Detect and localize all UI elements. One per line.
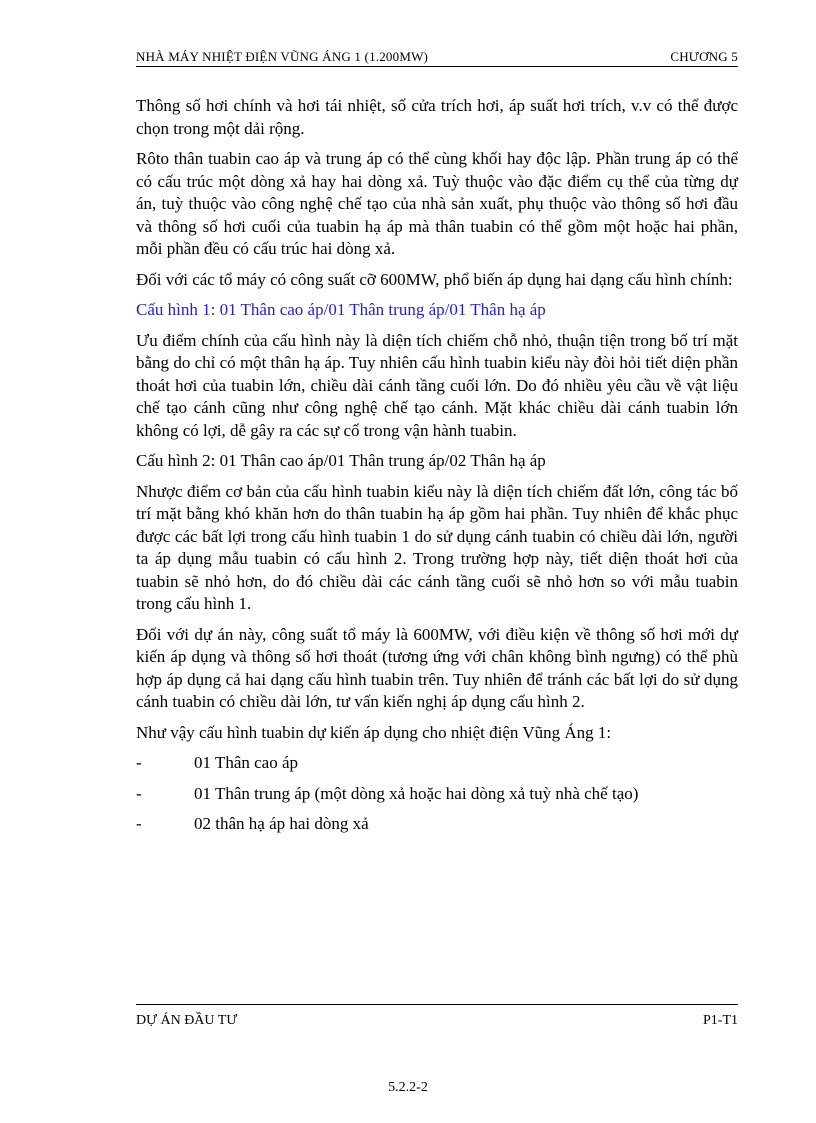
bullet-text: 02 thân hạ áp hai dòng xả xyxy=(194,814,369,833)
bullet-dash: - xyxy=(136,753,142,772)
paragraph-rotor-structure: Rôto thân tuabin cao áp và trung áp có thể cùng khối hay độc lập. Phần trung áp có thể có cấu trúc một dòng xả hay hai dòng xả. Tuỳ thuộc vào đặc điểm cụ thể của từng dự án, tuỳ thuộc vào công nghệ chế tạo của nhà sản xuất, phụ thuộc vào thông số hơi đầu và thông số hơi cuối của tuabin hạ áp mà thân tuabin có thể gồm một hoặc hai phần, mỗi phần đều có cấu trúc hai dòng xả. xyxy=(136,149,738,258)
bullet-text: 01 Thân trung áp (một dòng xả hoặc hai dòng xả tuỳ nhà chế tạo) xyxy=(194,783,639,803)
heading-config-1: Cấu hình 1: 01 Thân cao áp/01 Thân trung áp/01 Thân hạ áp xyxy=(136,300,546,319)
page-number: 5.2.2-2 xyxy=(388,1080,428,1095)
paragraph-conclusion: Như vậy cấu hình tuabin dự kiến áp dụng cho nhiệt điện Vũng Áng 1: xyxy=(136,722,612,742)
list-item xyxy=(136,813,738,836)
document-body xyxy=(136,95,738,844)
footer-document-code: P1-T1 xyxy=(703,1013,738,1028)
header-chapter: CHƯƠNG 5 xyxy=(670,49,738,64)
bullet-text: 01 Thân cao áp xyxy=(194,753,299,772)
list-item xyxy=(136,783,738,806)
page-header xyxy=(136,46,738,67)
paragraph-config-1-details: Ưu điểm chính của cấu hình này là diện tích chiếm chỗ nhỏ, thuận tiện trong bố trí mặt bằng do chỉ có một thân hạ áp. Tuy nhiên cấu hình tuabin kiểu này đòi hỏi tiết diện phần thoát hơi của tuabin lớn, chiều dài cánh tầng cuối lớn. Do đó nhiều yêu cầu về vật liệu chế tạo cánh cũng như công nghệ chế tạo cánh. Mặt khác chiều dài cánh tuabin lớn không có lợi, dễ gây ra các sự cố trong vận hành tuabin. xyxy=(136,330,738,440)
bullet-dash: - xyxy=(136,783,142,803)
footer-divider xyxy=(136,1004,738,1005)
footer-document-type: DỰ ÁN ĐẦU TƯ xyxy=(136,1013,238,1028)
list-item xyxy=(136,752,738,775)
paragraph-project-recommendation: Đối với dự án này, công suất tổ máy là 600MW, với điều kiện về thông số hơi mới dự kiến áp dụng và thông số hơi thoát (tương ứng với chân không bình ngưng) có thể phù hợp áp dụng cả hai dạng cấu hình tuabin trên. Tuy nhiên để tránh các bất lợi do sử dụng cánh tuabin có chiều dài lớn, tư vấn kiến nghị áp dụng cấu hình 2. xyxy=(136,624,738,711)
header-project-title: NHÀ MÁY NHIỆT ĐIỆN VŨNG ÁNG 1 (1.200MW) xyxy=(136,49,429,64)
paragraph-steam-parameters: Thông số hơi chính và hơi tái nhiệt, số cửa trích hơi, áp suất hơi trích, v.v có thể được chọn trong một dải rộng. xyxy=(136,96,738,138)
paragraph-config-2-details: Nhược điểm cơ bản của cấu hình tuabin kiểu này là diện tích chiếm đất lớn, công tác bố trí mặt bằng khó khăn hơn do thân tuabin hạ áp gồm hai phần. Tuy nhiên để khắc phục được các bất lợi trong cấu hình tuabin 1 do sử dụng cánh tuabin có chiều dài lớn, người ta áp dụng mẫu tuabin có cấu hình 2. Trong trường hợp này, tiết diện thoát hơi của tuabin sẽ nhỏ hơn, do đó chiều dài các cánh tầng cuối sẽ nhỏ hơn so với mẫu tuabin trong cấu hình 1. xyxy=(136,481,738,613)
heading-config-2: Cấu hình 2: 01 Thân cao áp/01 Thân trung áp/02 Thân hạ áp xyxy=(136,451,546,470)
paragraph-config-intro: Đối với các tổ máy có công suất cỡ 600MW, phổ biến áp dụng hai dạng cấu hình chính: xyxy=(136,269,733,289)
bullet-dash: - xyxy=(136,814,142,833)
